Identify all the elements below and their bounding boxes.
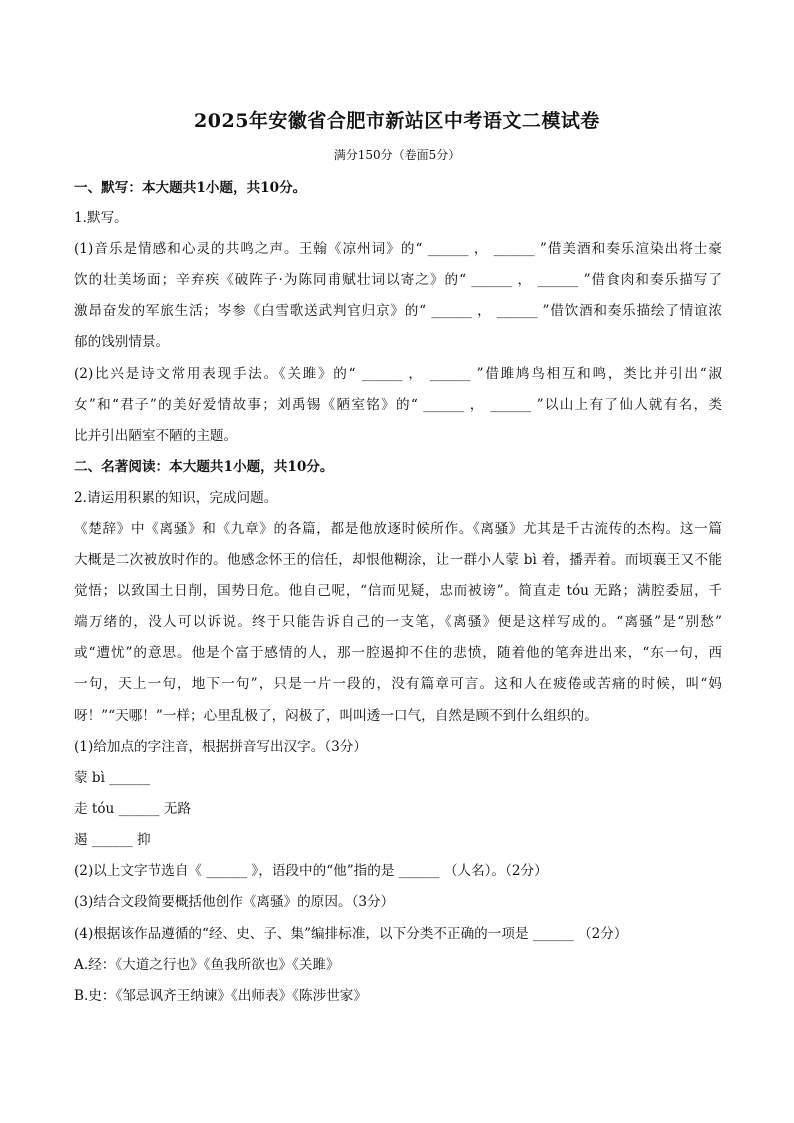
section-heading: 一、默写：本大题共1小题，共10分。 — [74, 180, 307, 196]
text-line: 比并引出陋室不陋的主题。 — [74, 428, 238, 444]
text-line: 走 tóu ______ 无路 — [74, 801, 191, 817]
text-line: (3)结合文段简要概括他创作《离骚》的原因。（3分） — [74, 894, 395, 910]
text-line: 1.默写。 — [74, 210, 128, 226]
text-line: A.经：《大道之行也》《鱼我所欲也》《关雎》 — [74, 957, 340, 973]
text-line: 觉悟；以致国土日削，国势日危。他自己呢，“信而见疑，忠而被谤”。简直走 tóu 无路；满腔委屈，千 — [74, 583, 722, 599]
text-line: 蒙 bì ______ — [74, 770, 151, 786]
text-line: 女”和“君子”的美好爱情故事；刘禹锡《陋室铭》的“ ______ ， ______ ”以山上有了仙人就有名，类 — [74, 397, 722, 413]
text-line: 或“遭忧”的意思。他是个富于感情的人，那一腔遏抑不住的悲愤，随着他的笔奔进出来，“东一句，西 — [74, 645, 722, 661]
text-line: 一句，天上一句，地下一句”，只是一片一段的，没有篇章可言。这和人在疲倦或苦痛的时候，叫“妈 — [74, 676, 722, 692]
text-line: (1)音乐是情感和心灵的共鸣之声。王翰《凉州词》的“ ______ ， ______ ”借美酒和奏乐渲染出将士豪 — [74, 241, 722, 257]
text-line: 《楚辞》中《离骚》和《九章》的各篇，都是他放逐时候所作。《离骚》尤其是千古流传的杰构。这一篇 — [74, 521, 722, 537]
text-line: 激昂奋发的军旅生活；岑参《白雪歌送武判官归京》的“ ______ ， ______ ”借饮酒和奏乐描绘了情谊浓 — [74, 303, 722, 319]
section-heading: 二、名著阅读：本大题共1小题，共10分。 — [74, 459, 334, 475]
page-title: 2025年安徽省合肥市新站区中考语文二模试卷 — [194, 110, 600, 132]
text-line: 大概是二次被放时作的。他感念怀王的信任，却恨他糊涂，让一群小人蒙 bì 着，播弄着。而顷襄王又不能 — [74, 552, 722, 568]
text-line: (2)以上文字节选自《 ______ 》，语段中的“他”指的是 ______ （人名）。（2分） — [74, 863, 548, 879]
text-line: (1)给加点的字注音，根据拼音写出汉字。（3分） — [74, 739, 367, 755]
text-line: 2.请运用积累的知识，完成问题。 — [74, 490, 278, 506]
text-line: 呀！”“天哪！”一样；心里乱极了，闷极了，叫叫透一口气，自然是顾不到什么组织的。 — [74, 708, 598, 724]
text-line: B.史：《邹忌讽齐王纳谏》《出师表》《陈涉世家》 — [74, 988, 367, 1004]
text-line: 郁的饯别情景。 — [74, 334, 170, 350]
text-line: 遏 ______ 抑 — [74, 832, 151, 848]
text-line: 端万绪的，没人可以诉说。终于只能告诉自己的一支笔，《离骚》便是这样写成的。“离骚”是“别愁” — [74, 614, 722, 630]
text-line: (2)比兴是诗文常用表现手法。《关雎》的“ ______ ， ______ ”借雎鸠鸟相互和鸣，类比并引出“淑 — [74, 366, 722, 382]
page-subtitle: 满分150分（卷面5分） — [333, 148, 461, 162]
text-line: 饮的壮美场面；辛弃疾《破阵子·为陈同甫赋壮词以寄之》的“ ______ ， ______ ”借食肉和奏乐描写了 — [74, 272, 722, 288]
text-line: (4)根据该作品遵循的“经、史、子、集”编排标准，以下分类不正确的一项是 ______ （2分） — [74, 926, 628, 942]
